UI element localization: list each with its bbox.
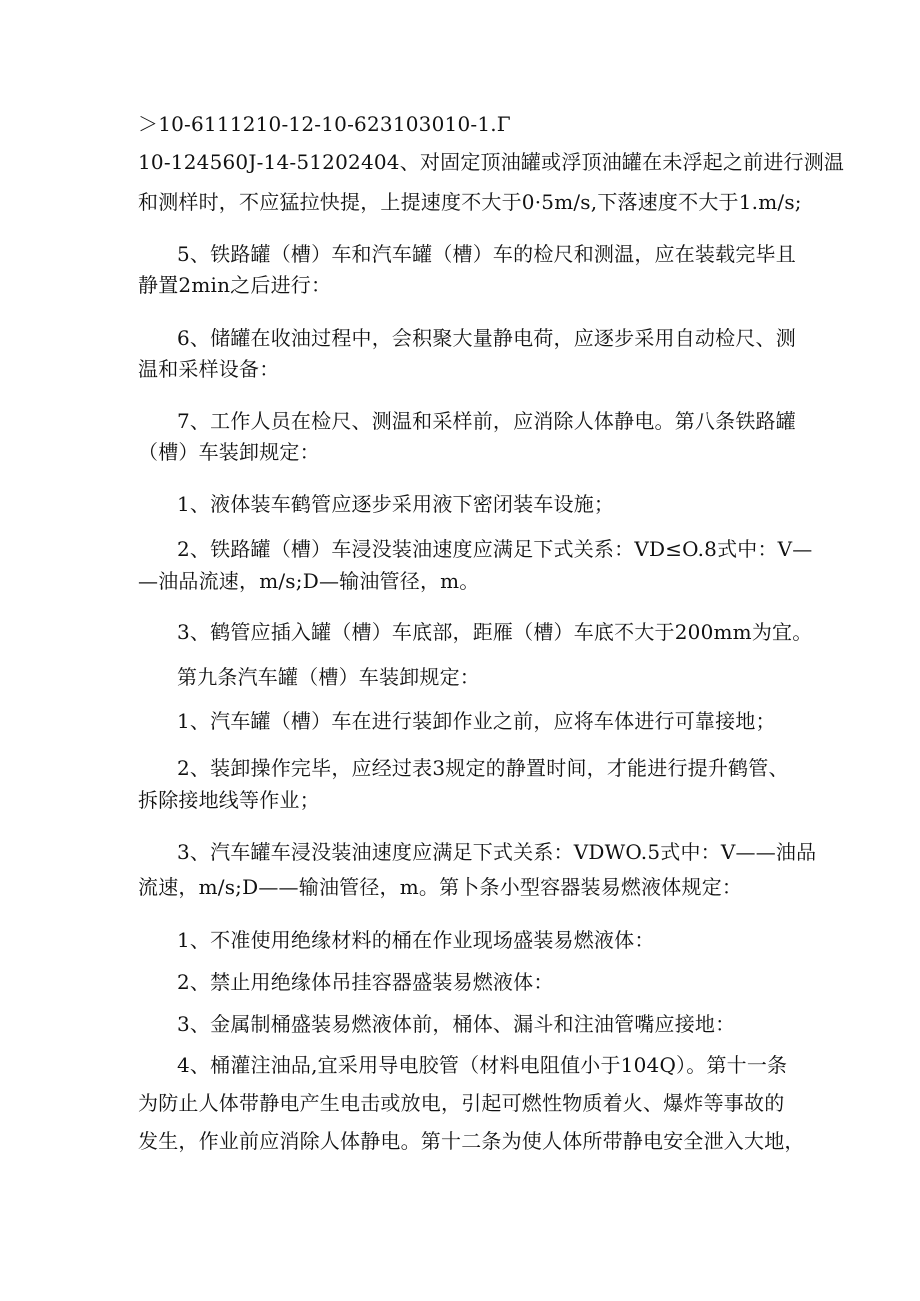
text-line: 拆除接地线等作业； (138, 788, 320, 812)
text-line: ＞10-6111210-12-10-623103010-1.Γ (138, 112, 511, 136)
text-line: 3、鹤管应插入罐（槽）车底部，距雁（槽）车底不大于200mm为宜。 (177, 620, 813, 644)
text-line: 2、装卸操作完毕，应经过表3规定的静置时间，才能进行提升鹤管、 (177, 756, 789, 780)
text-line: 和测样时，不应猛拉快提，上提速度不大于0·5m∕s,下落速度不大于1.m∕s; (138, 190, 802, 214)
text-line: 温和采样设备： (138, 357, 280, 381)
text-line: 1、汽车罐（槽）车在进行装卸作业之前，应将车体进行可靠接地； (177, 709, 776, 733)
text-line: —油品流速，m/s;D—输油管径，m。 (138, 569, 480, 593)
text-line: 6、储罐在收油过程中，会积聚大量静电荷，应逐步采用自动检尺、测 (177, 326, 796, 350)
text-line: 3、汽车罐车浸没装油速度应满足下式关系：VDWO.5式中：V——油品 (177, 840, 817, 864)
text-line: 4、桶灌注油品,宜采用导电胶管（材料电阻值小于104Q）。第十一条 (177, 1053, 788, 1077)
text-line: 第九条汽车罐（槽）车装卸规定： (177, 665, 480, 689)
text-line: 2、铁路罐（槽）车浸没装油速度应满足下式关系：VD≤O.8式中：V— (177, 537, 813, 561)
text-line: 2、禁止用绝缘体吊挂容器盛装易燃液体： (177, 970, 554, 994)
text-line: 为防止人体带静电产生电击或放电，引起可燃性物质着火、爆炸等事故的 (138, 1091, 785, 1115)
text-line: 5、铁路罐（槽）车和汽车罐（槽）车的检尺和测温，应在装载完毕且 (177, 242, 796, 266)
text-line: 1、液体装车鹤管应逐步采用液下密闭装车设施； (177, 492, 615, 516)
text-line: （槽）车装卸规定： (138, 440, 320, 464)
text-line: 流速，m/s;D——输油管径，m。第卜条小型容器装易燃液体规定： (138, 875, 743, 899)
text-line: 3、金属制桶盛装易燃液体前，桶体、漏斗和注油管嘴应接地： (177, 1012, 736, 1036)
text-line: 10-124560J-14-51202404、对固定顶油罐或浮顶油罐在未浮起之前进行测温 (138, 150, 845, 174)
text-line: 发生，作业前应消除人体静电。第十二条为使人体所带静电安全泄入大地， (138, 1129, 805, 1153)
text-line: 1、不准使用绝缘材料的桶在作业现场盛装易燃液体： (177, 928, 655, 952)
text-line: 7、工作人员在检尺、测温和采样前，应消除人体静电。第八条铁路罐 (177, 409, 796, 433)
text-line: 静置2min之后进行： (138, 273, 332, 297)
